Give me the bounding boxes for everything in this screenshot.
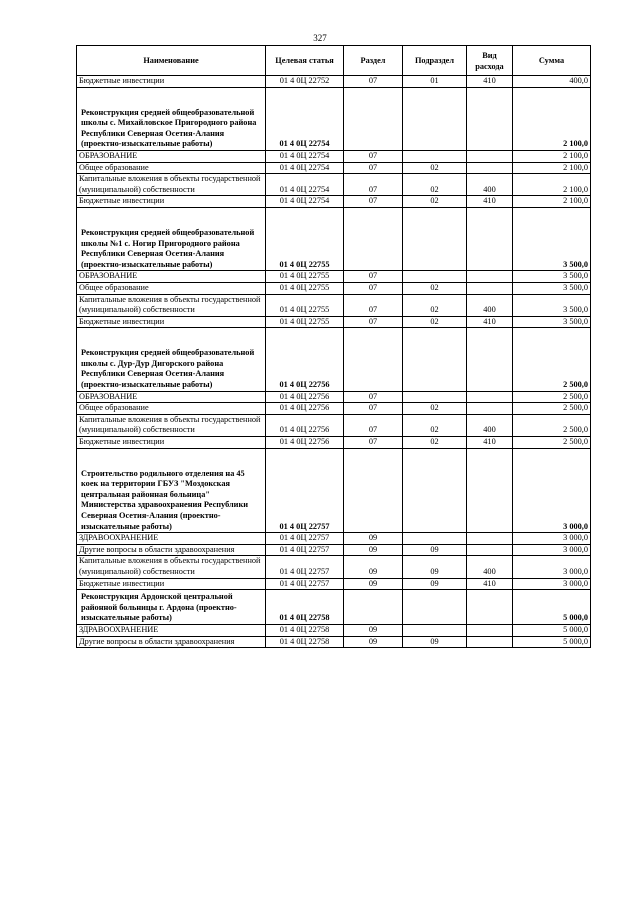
cell-code: 01 4 0Ц 22757 [266, 556, 344, 578]
cell-section: 07 [344, 414, 403, 436]
cell-subsection: 02 [403, 403, 467, 415]
cell-expense-type: 400 [467, 294, 513, 316]
cell-sum: 5 000,0 [513, 590, 591, 625]
table-header-row [77, 46, 591, 76]
cell-section: 09 [344, 556, 403, 578]
cell-name: ЗДРАВООХРАНЕНИЕ [77, 624, 266, 636]
cell-subsection [403, 328, 467, 391]
table-row-heading [77, 448, 591, 533]
cell-code: 01 4 0Ц 22754 [266, 162, 344, 174]
cell-sum: 3 500,0 [513, 207, 591, 270]
cell-code: 01 4 0Ц 22756 [266, 414, 344, 436]
table-row-heading [77, 328, 591, 391]
page-number: 327 [313, 33, 327, 43]
cell-name: Реконструкция средней общеобразовательной школы с. Михайловское Пригородного района Республики Северная Осетия-Алания (проектно-изыскательные работы) [77, 87, 266, 150]
cell-name: Общее образование [77, 282, 266, 294]
cell-expense-type: 410 [467, 316, 513, 328]
table-row [77, 196, 591, 208]
cell-name: Реконструкция средней общеобразовательной школы с. Дур-Дур Дигорского района Республики Северная Осетия-Алания (проектно-изыскательные работы) [77, 328, 266, 391]
cell-expense-type [467, 162, 513, 174]
cell-sum: 2 100,0 [513, 87, 591, 150]
cell-sum: 2 500,0 [513, 328, 591, 391]
table-row [77, 556, 591, 578]
cell-subsection [403, 87, 467, 150]
cell-expense-type: 400 [467, 556, 513, 578]
table-row [77, 271, 591, 283]
table-row [77, 174, 591, 196]
cell-sum: 5 000,0 [513, 624, 591, 636]
cell-name: Капитальные вложения в объекты государственной (муниципальной) собственности [77, 174, 266, 196]
cell-section: 07 [344, 162, 403, 174]
cell-sum: 3 000,0 [513, 533, 591, 545]
table-row [77, 316, 591, 328]
column-header-sum: Сумма [513, 46, 591, 76]
cell-subsection [403, 533, 467, 545]
cell-subsection: 02 [403, 196, 467, 208]
budget-table [76, 45, 591, 648]
cell-subsection: 09 [403, 578, 467, 590]
cell-section: 09 [344, 544, 403, 556]
table-row [77, 624, 591, 636]
cell-subsection: 02 [403, 162, 467, 174]
cell-expense-type [467, 271, 513, 283]
cell-sum: 2 100,0 [513, 162, 591, 174]
cell-name: Капитальные вложения в объекты государственной (муниципальной) собственности [77, 414, 266, 436]
table-row [77, 414, 591, 436]
cell-expense-type: 410 [467, 76, 513, 88]
cell-subsection: 09 [403, 556, 467, 578]
cell-section: 07 [344, 294, 403, 316]
cell-sum: 3 500,0 [513, 271, 591, 283]
table-row-heading [77, 87, 591, 150]
cell-name: Бюджетные инвестиции [77, 578, 266, 590]
cell-expense-type [467, 636, 513, 648]
cell-name: Капитальные вложения в объекты государственной (муниципальной) собственности [77, 294, 266, 316]
cell-section: 07 [344, 316, 403, 328]
cell-name: ЗДРАВООХРАНЕНИЕ [77, 533, 266, 545]
cell-expense-type [467, 544, 513, 556]
table-row [77, 150, 591, 162]
cell-section [344, 590, 403, 625]
table-row [77, 533, 591, 545]
cell-expense-type [467, 328, 513, 391]
column-header-expense-type: Вид расхода [467, 46, 513, 76]
cell-subsection: 02 [403, 414, 467, 436]
column-header-name: Наименование [77, 46, 266, 76]
cell-expense-type [467, 87, 513, 150]
table-row [77, 391, 591, 403]
cell-code: 01 4 0Ц 22757 [266, 544, 344, 556]
cell-sum: 400,0 [513, 76, 591, 88]
cell-code: 01 4 0Ц 22758 [266, 636, 344, 648]
cell-code: 01 4 0Ц 22756 [266, 391, 344, 403]
cell-expense-type [467, 590, 513, 625]
cell-section: 07 [344, 150, 403, 162]
cell-name: Бюджетные инвестиции [77, 76, 266, 88]
cell-name: Другие вопросы в области здравоохранения [77, 544, 266, 556]
cell-code: 01 4 0Ц 22758 [266, 590, 344, 625]
cell-code: 01 4 0Ц 22755 [266, 316, 344, 328]
cell-sum: 3 000,0 [513, 448, 591, 533]
cell-section: 09 [344, 578, 403, 590]
cell-subsection [403, 590, 467, 625]
cell-expense-type [467, 150, 513, 162]
cell-section: 07 [344, 271, 403, 283]
column-header-subsection: Подраздел [403, 46, 467, 76]
cell-section [344, 448, 403, 533]
cell-section: 07 [344, 196, 403, 208]
cell-name: ОБРАЗОВАНИЕ [77, 391, 266, 403]
cell-name: Бюджетные инвестиции [77, 196, 266, 208]
cell-name: Бюджетные инвестиции [77, 437, 266, 449]
cell-expense-type: 400 [467, 174, 513, 196]
cell-section: 09 [344, 533, 403, 545]
cell-expense-type [467, 448, 513, 533]
cell-code: 01 4 0Ц 22756 [266, 437, 344, 449]
cell-expense-type [467, 533, 513, 545]
cell-name: Капитальные вложения в объекты государственной (муниципальной) собственности [77, 556, 266, 578]
cell-code: 01 4 0Ц 22754 [266, 196, 344, 208]
column-header-code: Целевая статья [266, 46, 344, 76]
cell-sum: 3 500,0 [513, 294, 591, 316]
cell-sum: 2 100,0 [513, 196, 591, 208]
cell-section: 09 [344, 624, 403, 636]
cell-expense-type: 410 [467, 578, 513, 590]
cell-sum: 3 000,0 [513, 556, 591, 578]
cell-section [344, 328, 403, 391]
cell-expense-type [467, 391, 513, 403]
cell-subsection: 09 [403, 636, 467, 648]
cell-subsection [403, 150, 467, 162]
cell-expense-type: 410 [467, 437, 513, 449]
cell-code: 01 4 0Ц 22754 [266, 174, 344, 196]
cell-subsection: 02 [403, 316, 467, 328]
cell-sum: 3 000,0 [513, 544, 591, 556]
cell-code: 01 4 0Ц 22755 [266, 294, 344, 316]
cell-code: 01 4 0Ц 22756 [266, 403, 344, 415]
cell-sum: 2 500,0 [513, 414, 591, 436]
cell-subsection [403, 624, 467, 636]
table-row [77, 282, 591, 294]
table-row [77, 636, 591, 648]
cell-expense-type [467, 624, 513, 636]
cell-expense-type [467, 282, 513, 294]
cell-section: 07 [344, 437, 403, 449]
cell-name: ОБРАЗОВАНИЕ [77, 150, 266, 162]
cell-subsection [403, 271, 467, 283]
cell-name: Строительство родильного отделения на 45 коек на территории ГБУЗ "Моздокская центральная районная больница" Министерства здравоохранения Республики Северная Осетия-Алания (проектно-изыскательные работы) [77, 448, 266, 533]
cell-sum: 2 100,0 [513, 150, 591, 162]
table-row [77, 294, 591, 316]
cell-name: Реконструкция Ардонской центральной районной больницы г. Ардона (проектно-изыскательные работы) [77, 590, 266, 625]
cell-section: 07 [344, 76, 403, 88]
table-row [77, 76, 591, 88]
cell-sum: 2 500,0 [513, 437, 591, 449]
cell-subsection [403, 448, 467, 533]
cell-code: 01 4 0Ц 22755 [266, 271, 344, 283]
cell-sum: 5 000,0 [513, 636, 591, 648]
table-row [77, 162, 591, 174]
cell-subsection: 02 [403, 437, 467, 449]
cell-code: 01 4 0Ц 22754 [266, 150, 344, 162]
cell-subsection: 02 [403, 282, 467, 294]
table-row [77, 578, 591, 590]
cell-subsection: 09 [403, 544, 467, 556]
cell-section: 07 [344, 174, 403, 196]
column-header-section: Раздел [344, 46, 403, 76]
cell-sum: 3 500,0 [513, 282, 591, 294]
cell-name: Общее образование [77, 162, 266, 174]
cell-subsection [403, 391, 467, 403]
cell-code: 01 4 0Ц 22757 [266, 533, 344, 545]
cell-section: 07 [344, 403, 403, 415]
cell-expense-type: 410 [467, 196, 513, 208]
cell-section [344, 87, 403, 150]
cell-subsection: 02 [403, 294, 467, 316]
cell-section: 07 [344, 391, 403, 403]
cell-sum: 2 500,0 [513, 391, 591, 403]
table-row-heading [77, 590, 591, 625]
cell-code: 01 4 0Ц 22754 [266, 87, 344, 150]
cell-subsection: 01 [403, 76, 467, 88]
cell-code: 01 4 0Ц 22755 [266, 282, 344, 294]
cell-code: 01 4 0Ц 22757 [266, 578, 344, 590]
cell-code: 01 4 0Ц 22752 [266, 76, 344, 88]
cell-code: 01 4 0Ц 22755 [266, 207, 344, 270]
table-row [77, 403, 591, 415]
cell-section [344, 207, 403, 270]
cell-subsection [403, 207, 467, 270]
table-row [77, 544, 591, 556]
cell-sum: 3 000,0 [513, 578, 591, 590]
cell-name: Общее образование [77, 403, 266, 415]
cell-name: Бюджетные инвестиции [77, 316, 266, 328]
cell-sum: 2 100,0 [513, 174, 591, 196]
cell-section: 07 [344, 282, 403, 294]
cell-expense-type [467, 403, 513, 415]
cell-name: Другие вопросы в области здравоохранения [77, 636, 266, 648]
table-row [77, 437, 591, 449]
cell-code: 01 4 0Ц 22757 [266, 448, 344, 533]
cell-code: 01 4 0Ц 22758 [266, 624, 344, 636]
table-row-heading [77, 207, 591, 270]
cell-name: ОБРАЗОВАНИЕ [77, 271, 266, 283]
cell-sum: 3 500,0 [513, 316, 591, 328]
cell-code: 01 4 0Ц 22756 [266, 328, 344, 391]
cell-expense-type: 400 [467, 414, 513, 436]
cell-sum: 2 500,0 [513, 403, 591, 415]
cell-name: Реконструкция средней общеобразовательной школы №1 с. Ногир Пригородного района Республики Северная Осетия-Алания (проектно-изыскательные работы) [77, 207, 266, 270]
cell-subsection: 02 [403, 174, 467, 196]
cell-section: 09 [344, 636, 403, 648]
cell-expense-type [467, 207, 513, 270]
